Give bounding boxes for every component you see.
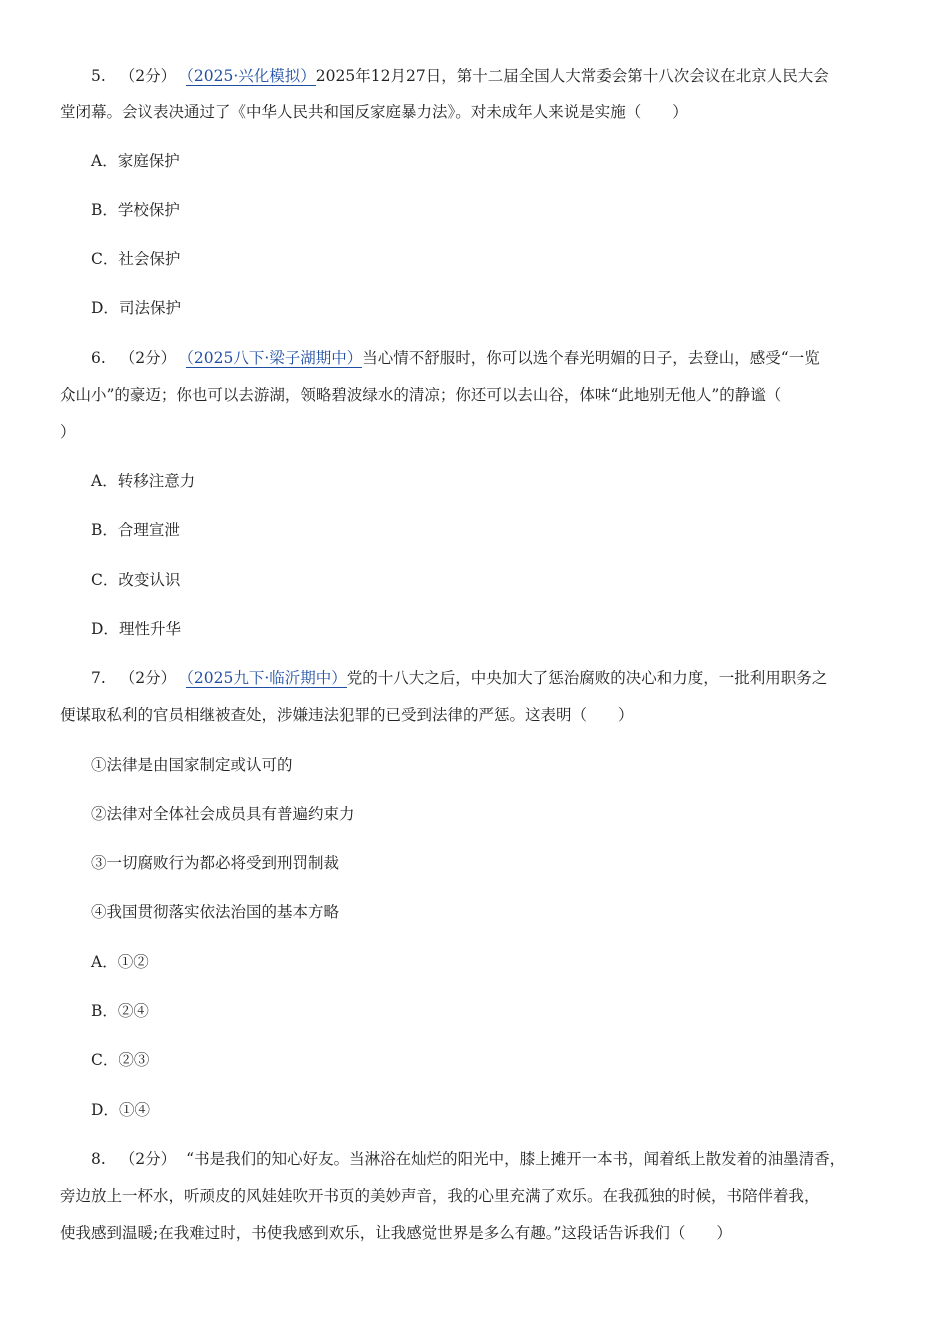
question-score: （2分） — [119, 67, 177, 85]
option-text: 转移注意力 — [117, 472, 196, 490]
question-stem-line: 当心情不舒服时，你可以选个春光明媚的日子，去登山，感受“一览 — [362, 349, 820, 367]
question-source-link[interactable]: （2025九下·临沂期中） — [186, 669, 347, 687]
question-stem-line: 众山小”的豪迈；你也可以去游湖，领略碧波绿水的清凉；你还可以去山谷，体味“此地别无他人”的静谧（ — [60, 386, 782, 404]
question-stem-line: “书是我们的知心好友。当淋浴在灿烂的阳光中，膝上摊开一本书，闻着纸上散发着的油墨清香， — [186, 1150, 846, 1168]
question-7-header — [91, 668, 890, 688]
question-number: 5. — [91, 67, 106, 85]
option-text: ②④ — [117, 1002, 149, 1020]
option-text: 家庭保护 — [117, 152, 180, 170]
option-a[interactable] — [91, 471, 890, 491]
statement-4: ④我国贯彻落实依法治国的基本方略 — [91, 903, 340, 921]
question-number: 8. — [91, 1150, 106, 1168]
option-letter: C． — [91, 250, 119, 268]
option-d[interactable] — [91, 298, 890, 318]
question-stem-line: 堂闭幕。会议表决通过了《中华人民共和国反家庭暴力法》。对未成年人来说是实施（ ） — [60, 103, 688, 121]
option-c[interactable] — [91, 1050, 890, 1070]
option-letter: A． — [91, 472, 118, 490]
option-text: 社会保护 — [118, 250, 181, 268]
option-b[interactable] — [91, 200, 890, 220]
option-c[interactable] — [91, 249, 890, 269]
question-6-header — [91, 348, 890, 368]
question-8-header — [91, 1149, 890, 1169]
question-stem-line: 党的十八大之后，中央加大了惩治腐败的决心和力度，一批利用职务之 — [346, 669, 828, 687]
option-text: ②③ — [118, 1051, 150, 1069]
statement-3: ③一切腐败行为都必将受到刑罚制裁 — [91, 854, 340, 872]
option-a[interactable] — [91, 952, 890, 972]
option-text: ①④ — [118, 1101, 150, 1119]
question-5-header — [91, 66, 890, 86]
statement-1: ①法律是由国家制定或认可的 — [91, 756, 293, 774]
option-text: 改变认识 — [118, 571, 181, 589]
question-number: 6. — [91, 349, 106, 367]
question-stem-line: ） — [60, 423, 76, 441]
option-a[interactable] — [91, 151, 890, 171]
statement-2: ②法律对全体社会成员具有普遍约束力 — [91, 805, 355, 823]
option-letter: B． — [91, 201, 118, 219]
question-stem-line: 旁边放上一杯水，听顽皮的风娃娃吹开书页的美妙声音，我的心里充满了欢乐。在我孤独的时候，书陪伴着我， — [60, 1187, 820, 1205]
question-score: （2分） — [119, 349, 177, 367]
option-letter: C． — [91, 571, 119, 589]
option-letter: A． — [91, 953, 118, 971]
option-letter: D． — [91, 1101, 119, 1119]
option-d[interactable] — [91, 619, 890, 639]
option-letter: D． — [91, 299, 119, 317]
option-b[interactable] — [91, 1001, 890, 1021]
option-text: ①② — [117, 953, 149, 971]
option-text: 合理宣泄 — [117, 521, 180, 539]
option-text: 学校保护 — [117, 201, 180, 219]
question-source-link[interactable]: （2025八下·梁子湖期中） — [186, 349, 363, 367]
option-text: 理性升华 — [118, 620, 181, 638]
option-letter: A． — [91, 152, 118, 170]
option-letter: B． — [91, 1002, 118, 1020]
option-letter: C． — [91, 1051, 119, 1069]
question-stem-line: 使我感到温暖;在我难过时，书使我感到欢乐，让我感觉世界是多么有趣。”这段话告诉我们（ ） — [60, 1224, 732, 1242]
question-number: 7. — [91, 669, 106, 687]
question-stem-line: 便谋取私利的官员相继被查处，涉嫌违法犯罪的已受到法律的严惩。这表明（ ） — [60, 706, 634, 724]
option-letter: B． — [91, 521, 118, 539]
option-d[interactable] — [91, 1100, 890, 1120]
option-c[interactable] — [91, 570, 890, 590]
option-b[interactable] — [91, 520, 890, 540]
question-source-link[interactable]: （2025·兴化模拟） — [186, 67, 316, 85]
option-text: 司法保护 — [118, 299, 181, 317]
option-letter: D． — [91, 620, 119, 638]
question-stem-line: 2025年12月27日，第十二届全国人大常委会第十八次会议在北京人民大会 — [315, 67, 829, 85]
question-score: （2分） — [119, 1150, 177, 1168]
question-score: （2分） — [119, 669, 177, 687]
